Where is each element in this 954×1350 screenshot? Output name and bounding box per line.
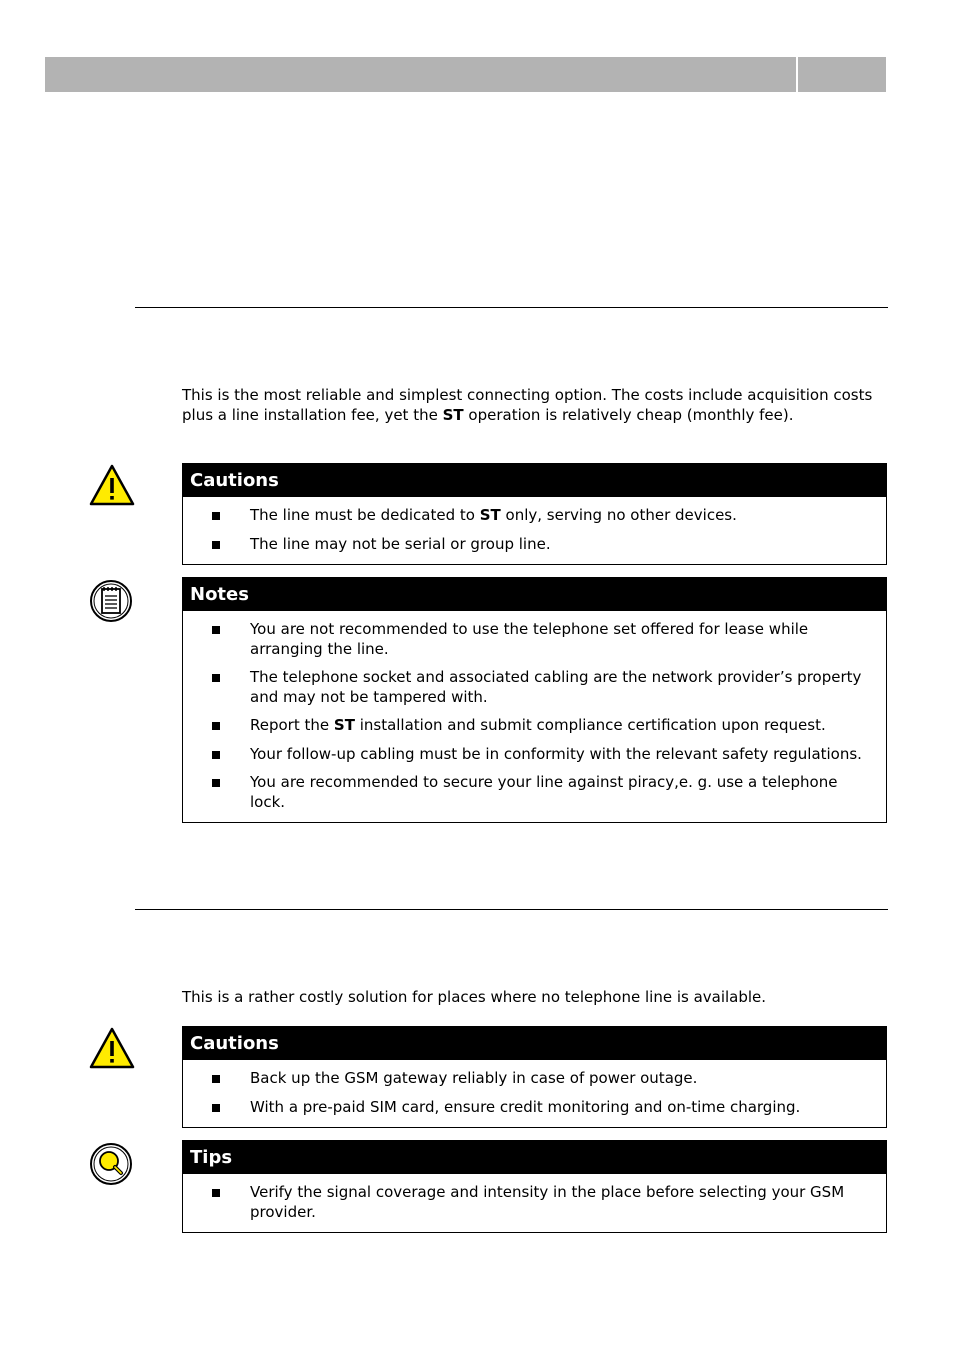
bullet-square-icon bbox=[212, 779, 220, 787]
bullet-square-icon bbox=[212, 1189, 220, 1197]
warning-triangle-icon bbox=[89, 1026, 135, 1072]
list-item: You are recommended to secure your line against piracy,e. g. use a telephone lock. bbox=[183, 773, 886, 812]
tips-title: Tips bbox=[183, 1141, 886, 1174]
list-item: With a pre-paid SIM card, ensure credit monitoring and on-time charging. bbox=[183, 1098, 886, 1118]
tips-box bbox=[182, 1140, 887, 1233]
bullet-square-icon bbox=[212, 1075, 220, 1083]
section2-intro: This is a rather costly solution for places where no telephone line is available. bbox=[182, 988, 767, 1006]
bullet-square-icon bbox=[212, 674, 220, 682]
list-item: The telephone socket and associated cabling are the network provider’s property and may not be tampered with. bbox=[183, 668, 886, 707]
bullet-square-icon bbox=[212, 512, 220, 520]
notes-title: Notes bbox=[183, 578, 886, 611]
lightbulb-icon bbox=[88, 1141, 134, 1187]
list-item: The line must be dedicated to ST only, serving no other devices. bbox=[183, 506, 886, 526]
list-item: Your follow-up cabling must be in conformity with the relevant safety regulations. bbox=[183, 745, 886, 765]
section-divider-1 bbox=[135, 307, 888, 308]
section-divider-2 bbox=[135, 909, 888, 910]
bullet-square-icon bbox=[212, 722, 220, 730]
cautions-title: Cautions bbox=[183, 1027, 886, 1060]
bullet-square-icon bbox=[212, 1104, 220, 1112]
header-bar bbox=[45, 57, 796, 92]
warning-triangle-icon bbox=[89, 463, 135, 509]
list-item: The line may not be serial or group line. bbox=[183, 535, 886, 555]
list-item: Back up the GSM gateway reliably in case of power outage. bbox=[183, 1069, 886, 1089]
notes-box bbox=[182, 577, 887, 823]
list-item: Verify the signal coverage and intensity in the place before selecting your GSM provider. bbox=[183, 1183, 886, 1222]
bullet-square-icon bbox=[212, 751, 220, 759]
cautions-box-2 bbox=[182, 1026, 887, 1128]
list-item: You are not recommended to use the telephone set offered for lease while arranging the line. bbox=[183, 620, 886, 659]
bullet-square-icon bbox=[212, 541, 220, 549]
section1-intro: This is the most reliable and simplest connecting option. The costs include acquisition costs plus a line installation fee, yet the ST operation is relatively cheap (monthly fee). bbox=[182, 386, 873, 424]
header-page-box bbox=[798, 57, 886, 92]
bullet-square-icon bbox=[212, 626, 220, 634]
notepad-icon bbox=[88, 578, 134, 624]
cautions-title: Cautions bbox=[183, 464, 886, 497]
cautions-box-1 bbox=[182, 463, 887, 565]
list-item: Report the ST installation and submit compliance certification upon request. bbox=[183, 716, 886, 736]
